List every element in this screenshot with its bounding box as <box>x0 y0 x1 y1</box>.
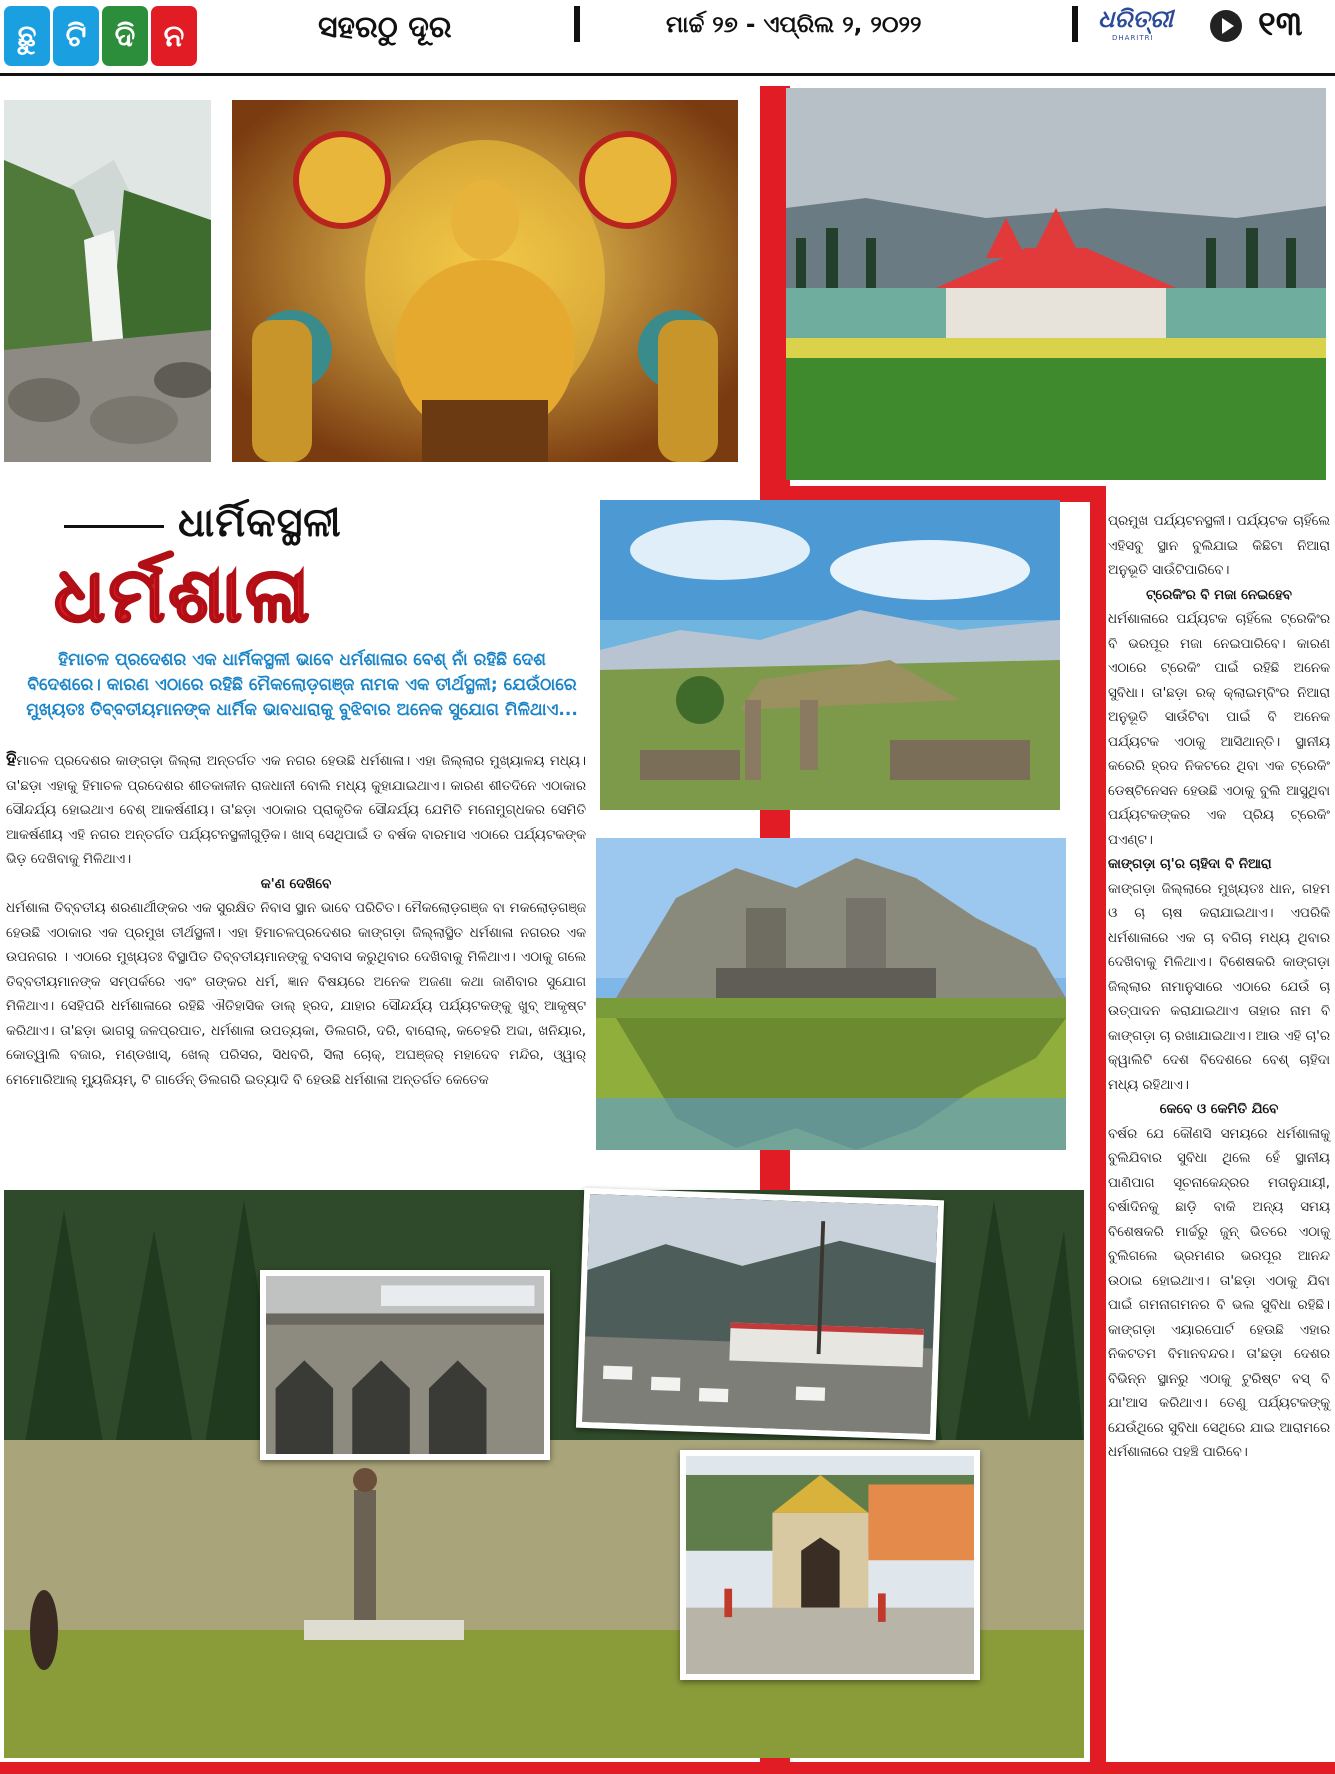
header-divider <box>574 6 580 42</box>
subhead-trekking: ଟ୍ରେକିଂର ବି ମଜା ନେଇହେବ <box>1146 587 1292 603</box>
subhead-tea: କାଙ୍ଗଡ଼ା ଚା'ର ଚାହିଦା ବି ନିଆରା <box>1108 857 1272 872</box>
body-paragraph: ବର୍ଷର ଯେ କୌଣସି ସମୟରେ ଧର୍ମଶାଳାକୁ ବୁଲିଯିବାର ସୁବିଧା ଥିଲେ ହେଁ ସ୍ଥାନୀୟ ପାଣିପାଗ ସୂଚନାକେନ୍ଦ୍ରର ମତାନୁଯାୟୀ, ବର୍ଷାଦିନକୁ ଛାଡ଼ି ବାକି ଅନ୍ୟ ସମୟ ବିଶେଷକରି ମାର୍ଚ୍ଚରୁ ଜୁନ୍ ଭିତରେ ଏଠାକୁ ବୁଲିଗଲେ ଭ୍ରମଣର ଭରପୂର ଆନନ୍ଦ ଉଠାଇ ହୋଇଥାଏ। ତା'ଛଡ଼ା ଏଠାକୁ ଯିବା ପାଇଁ ଗମନାଗମନର ବି ଭଲ ସୁବିଧା ରହିଛି। କାଙ୍ଗଡ଼ା ଏୟାରପୋର୍ଟ ହେଉଛି ଏହାର ନିକଟତମ ବିମାନବନ୍ଦର। ତା'ଛଡ଼ା ଦେଶର ବିଭିନ୍ନ ସ୍ଥାନରୁ ଏଠାକୁ ଟୁରିଷ୍ଟ ବସ୍ ବି ଯା'ଆସ କରିଥାଏ। ତେଣୁ ପର୍ଯ୍ୟଟକଙ୍କୁ ଯେଉଁଥିରେ ସୁବିଧା ସେଥିରେ ଯାଇ ଆରାମରେ ଧର୍ମଶାଳାରେ ପହଞ୍ଚି ପାରିବେ। <box>1108 1126 1330 1460</box>
issue-date: ମାର୍ଚ୍ଚ ୨୭ - ଏପ୍ରିଲ ୨, ୨୦୨୨ <box>666 12 922 38</box>
header-rule <box>0 73 1335 76</box>
body-paragraph <box>6 748 586 873</box>
body-paragraph: କାଙ୍ଗଡ଼ା ଜିଲ୍ଲାରେ ମୁଖ୍ୟତଃ ଧାନ, ଗହମ ଓ ଚା ଚାଷ କରାଯାଇଥାଏ। ଏପରିକି ଧର୍ମଶାଳାରେ ଏକ ଚା ବଗିଚା ମଧ୍ୟ ଥିବାର ଦେଖିବାକୁ ମିଳିଥାଏ। ବିଶେଷକରି କାଙ୍ଗଡ଼ା ଜିଲ୍ଲାର ନାମାନୁସାରେ ଏଠାରେ ଯେଉଁ ଚା ଉତ୍ପାଦନ କରାଯାଇଥାଏ ତାହାର ନାମ ବି କାଙ୍ଗଡ଼ା ଚା ରଖାଯାଇଥାଏ। ଆଉ ଏହି ଚା'ର କ୍ୱାଲିଟି ଦେଶ ବିଦେଶରେ ବେଶ୍ ଚାହିଦା ମଧ୍ୟ ରହିଥାଏ। <box>1108 881 1330 1093</box>
article-right-column <box>1108 510 1330 1466</box>
brand-logo-sub: DHARITRI <box>1112 34 1154 42</box>
red-band <box>1090 486 1106 1766</box>
body-paragraph-text: ମାଚଳ ପ୍ରଦେଶର କାଙ୍ଗଡ଼ା ଜିଲ୍ଲା ଅନ୍ତର୍ଗତ ଏକ ନଗର ହେଉଛି ଧର୍ମଶାଳା। ଏହା ଜିଲ୍ଲାର ମୁଖ୍ୟାଳୟ ମଧ୍ୟ। ତା'ଛଡ଼ା ଏହାକୁ ହିମାଚଳ ପ୍ରଦେଶର ଶୀତକାଳୀନ ରାଜଧାନୀ ବୋଲି ମଧ୍ୟ କୁହାଯାଇଥାଏ। କାରଣ ଶୀତଦିନେ ଏଠାକାର ସୌନ୍ଦର୍ଯ୍ୟ ହୋଇଥାଏ ବେଶ୍ ଆକର୍ଷଣୀୟ। ତା'ଛଡ଼ା ଏଠାକାର ପ୍ରାକୃତିକ ସୌନ୍ଦର୍ଯ୍ୟ ଯେମିତି ମନୋମୁଗ୍ଧକର ସେମିତି ଆକର୍ଷଣୀୟ ଏହି ନଗର ଅନ୍ତର୍ଗତ ପର୍ଯ୍ୟଟନସ୍ଥଳୀଗୁଡ଼ିକ। ଖାସ୍ ସେଥିପାଇଁ ତ ବର୍ଷକ ବାରମାସ ଏଠାରେ ପର୍ଯ୍ୟଟକଙ୍କ ଭିଡ଼ ଦେଖିବାକୁ ମିଳିଥାଏ। <box>6 754 586 867</box>
bottom-red-bar <box>0 1762 1335 1774</box>
logo-letter: ଦି <box>102 6 148 66</box>
section-title: ସହରଠୁ ଦୂର <box>318 10 452 45</box>
body-paragraph: ପ୍ରମୁଖ ପର୍ଯ୍ୟଟନସ୍ଥଳୀ। ପର୍ଯ୍ୟଟକ ଚାହିଁଲେ ଏହିସବୁ ସ୍ଥାନ ବୁଲିଯାଇ କିଛିଟା ନିଆରା ଅନୁଭୂତି ସାଉଁଟିପାରିବେ। <box>1108 514 1330 578</box>
logo-letter: ଟି <box>53 6 99 66</box>
buddha-statue-photo <box>232 100 738 462</box>
logo-letter: ଛୁ <box>4 6 50 66</box>
logo-letter: ନ <box>151 6 197 66</box>
article-intro: ହିମାଚଳ ପ୍ରଦେଶର ଏକ ଧାର୍ମିକସ୍ଥଳୀ ଭାବେ ଧର୍ମଶାଳାର ବେଶ୍ ନାଁ ରହିଛି ଦେଶ ବିଦେଶରେ। କାରଣ ଏଠାରେ ରହିଛି ମୈକଲୋଡ଼ଗଞ୍ଜ ନାମକ ଏକ ତୀର୍ଥସ୍ଥଳୀ; ଯେଉଁଠାରେ ମୁଖ୍ୟତଃ ତିବ୍ବତୀୟମାନଙ୍କ ଧାର୍ମିକ ଭାବଧାରାକୁ ବୁଝିବାର ଅନେକ ସୁଯୋଗ ମିଳିଥାଏ... <box>26 650 578 720</box>
article-kicker: ଧାର୍ମିକସ୍ଥଳୀ <box>178 500 342 546</box>
hill-temple-photo <box>680 1450 980 1680</box>
play-icon <box>1210 10 1242 42</box>
body-paragraph: ଧର୍ମଶାଳା ତିବ୍ବତୀୟ ଶରଣାର୍ଥୀଙ୍କର ଏକ ସୁରକ୍ଷିତ ନିବାସ ସ୍ଥାନ ଭାବେ ପରିଚିତ। ମୈକଲୋଡ଼ଗଞ୍ଜ ବା ମକଲୋଡ଼ଗଞ୍ଜ ହେଉଛି ଏଠାକାର ଏକ ପ୍ରମୁଖ ତୀର୍ଥସ୍ଥଳୀ। ଏହା ହିମାଚଳପ୍ରଦେଶର କାଙ୍ଗଡ଼ା ଜିଲ୍ଲାସ୍ଥିତ ଧର୍ମଶାଳା ନଗରର ଏକ ଉପନଗର । ଏଠାରେ ମୁଖ୍ୟତଃ ବିସ୍ଥାପିତ ତିବ୍ବତୀୟମାନଙ୍କୁ ବସବାସ କରୁଥିବାର ଦେଖିବାକୁ ମିଳିଥାଏ। ଏଠାକୁ ଗଲେ ତିବ୍ବତୀୟମାନଙ୍କ ସମ୍ପର୍କରେ ଏବଂ ତାଙ୍କର ଧର୍ମ, ଜ୍ଞାନ ବିଷୟରେ ଅନେକ ଅଜଣା କଥା ଜାଣିବାର ସୁଯୋଗ ମିଳିଥାଏ। ସେହିପରି ଧର୍ମଶାଳାରେ ରହିଛି ଐତିହାସିକ ଡାଲ୍ ହ୍ରଦ, ଯାହାର ସୌନ୍ଦର୍ଯ୍ୟ ପର୍ଯ୍ୟଟକଙ୍କୁ ଖୁବ୍ ଆକୃଷ୍ଟ କରିଥାଏ। ତା'ଛଡ଼ା ଭାଗସୁ ଜଳପ୍ରପାତ, ଧର୍ମଶାଳା ଉପତ୍ୟକା, ଡିଲଗରି, ଦରି, ବାରୋଲ୍, କଚେହରି ଅଦ୍ଦା, ଖନିୟାର, କୋତ୍ୱାଲି ବଜାର, ମଣ୍ଡଖାସ୍, ଖେଲ୍ ପରିସର, ସିଧବରି, ସିଲା ଚୋକ୍, ଅଘଞ୍ଜର୍ ମହାଦେବ ମନ୍ଦିର, ଓ୍ୱାର୍ ମେମୋରିଆଲ୍ ମ୍ୟୁଜିୟମ୍, ଟି ଗାର୍ଡେନ୍ ଡିଲଗରି ଇତ୍ୟାଦି ବି ହେଉଛି ଧର୍ମଶାଳା ଅନ୍ତର୍ଗତ କେତେକ <box>6 901 586 1088</box>
town-view-photo <box>576 1188 944 1440</box>
page-number: ୧୩ <box>1258 4 1303 44</box>
subhead-when: କେବେ ଓ କେମିତି ଯିବେ <box>1159 1102 1279 1117</box>
ruins-mountains-photo <box>600 500 1060 810</box>
header-divider <box>1072 6 1078 42</box>
rock-temple-reflection-photo <box>596 838 1066 1150</box>
body-paragraph: ଧର୍ମଶାଳାରେ ପର୍ଯ୍ୟଟକ ଚାହିଁଲେ ଟ୍ରେକିଂର ବି ଭରପୂର ମଜା ନେଇପାରିବେ। କାରଣ ଏଠାରେ ଟ୍ରେକିଂ ପାଇଁ ରହିଛି ଅନେକ ସୁବିଧା। ତା'ଛଡ଼ା ରକ୍ କ୍ଲାଇମ୍ବିଂର ନିଆରା ଅନୁଭୂତି ସାଉଁଟିବା ପାଇଁ ବି ଅନେକ ପର୍ଯ୍ୟଟକ ଏଠାକୁ ଆସିଥାନ୍ତି। ସ୍ଥାନୀୟ କରେରି ହ୍ରଦ ନିକଟରେ ଥିବା ଏକ ଟ୍ରେକିଂ ଡେଷ୍ଟିନେସନ ହେଉଛି ଏଠାକୁ ବୁଲି ଆସୁଥିବା ପର୍ଯ୍ୟଟକଙ୍କର ଏକ ପ୍ରିୟ ଟ୍ରେକିଂ ପଏଣ୍ଟ। <box>1108 612 1330 848</box>
kicker-rule <box>64 525 164 528</box>
page-header <box>0 0 1335 72</box>
subhead-see: କ'ଣ ଦେଖିବେ <box>260 876 332 892</box>
brand-logo: ଧରିତ୍ରୀ <box>1098 4 1173 33</box>
waterfall-photo <box>4 100 211 462</box>
article-headline: ଧର୍ମଶାଳା <box>54 550 313 639</box>
cricket-stadium-photo <box>786 88 1326 480</box>
article-body <box>6 748 586 1093</box>
drop-cap: ହି <box>6 749 17 770</box>
stone-bridge-photo <box>260 1270 550 1460</box>
section-logo <box>4 6 197 66</box>
